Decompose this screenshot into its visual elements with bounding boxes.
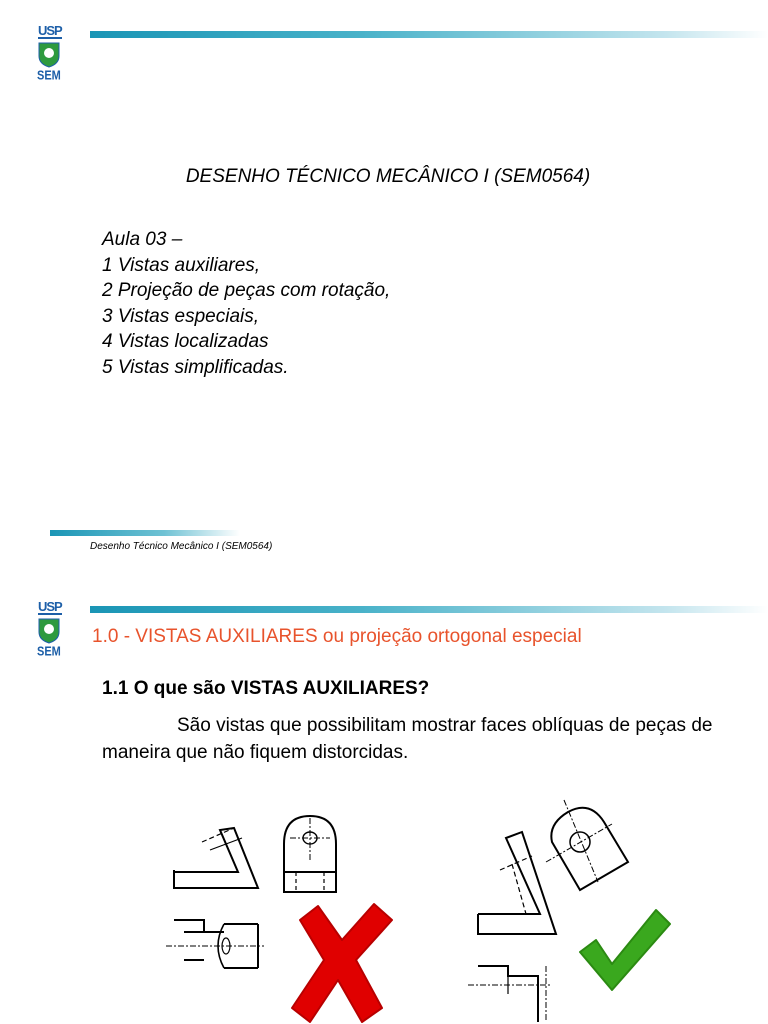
lesson-outline: [102, 227, 390, 380]
outline-item: 1 Vistas auxiliares,: [102, 254, 261, 276]
shield-icon: [38, 618, 60, 644]
red-x-icon: [292, 904, 392, 1022]
header-bar: [90, 606, 768, 613]
usp-logo-text: USP: [38, 23, 62, 38]
usp-sem-logo: [36, 600, 72, 670]
sem-logo-text: SEM: [37, 68, 61, 84]
header-bar: [90, 31, 768, 38]
green-check-icon: [580, 910, 670, 990]
sub-title: 1.1 O que são VISTAS AUXILIARES?: [102, 678, 430, 699]
outline-item: 3 Vistas especiais,: [102, 305, 260, 327]
usp-logo-text: USP: [38, 599, 62, 614]
course-title: DESENHO TÉCNICO MECÂNICO I (SEM0564): [185, 166, 591, 187]
outline-item: 4 Vistas localizadas: [102, 331, 269, 352]
outline-item: Aula 03 –: [102, 229, 183, 250]
shield-icon: [38, 42, 60, 68]
section-title: 1.0 - VISTAS AUXILIARES ou projeção ortogonal especial: [92, 626, 582, 647]
outline-item: 5 Vistas simplificadas.: [102, 356, 289, 378]
footer-bar: [50, 530, 240, 536]
outline-item: 2 Projeção de peças com rotação,: [102, 280, 391, 301]
sem-logo-text: SEM: [37, 644, 61, 660]
wrong-projection-drawing: [160, 800, 400, 1024]
footer-text: Desenho Técnico Mecânico I (SEM0564): [90, 541, 273, 552]
correct-projection-drawing: [460, 790, 680, 1024]
paragraph: São vistas que possibilitam mostrar faces oblíquas de peças de maneira que não fiquem distorcidas.: [102, 715, 713, 763]
usp-sem-logo: [36, 24, 72, 94]
slide-auxiliary-views: [0, 590, 768, 1024]
